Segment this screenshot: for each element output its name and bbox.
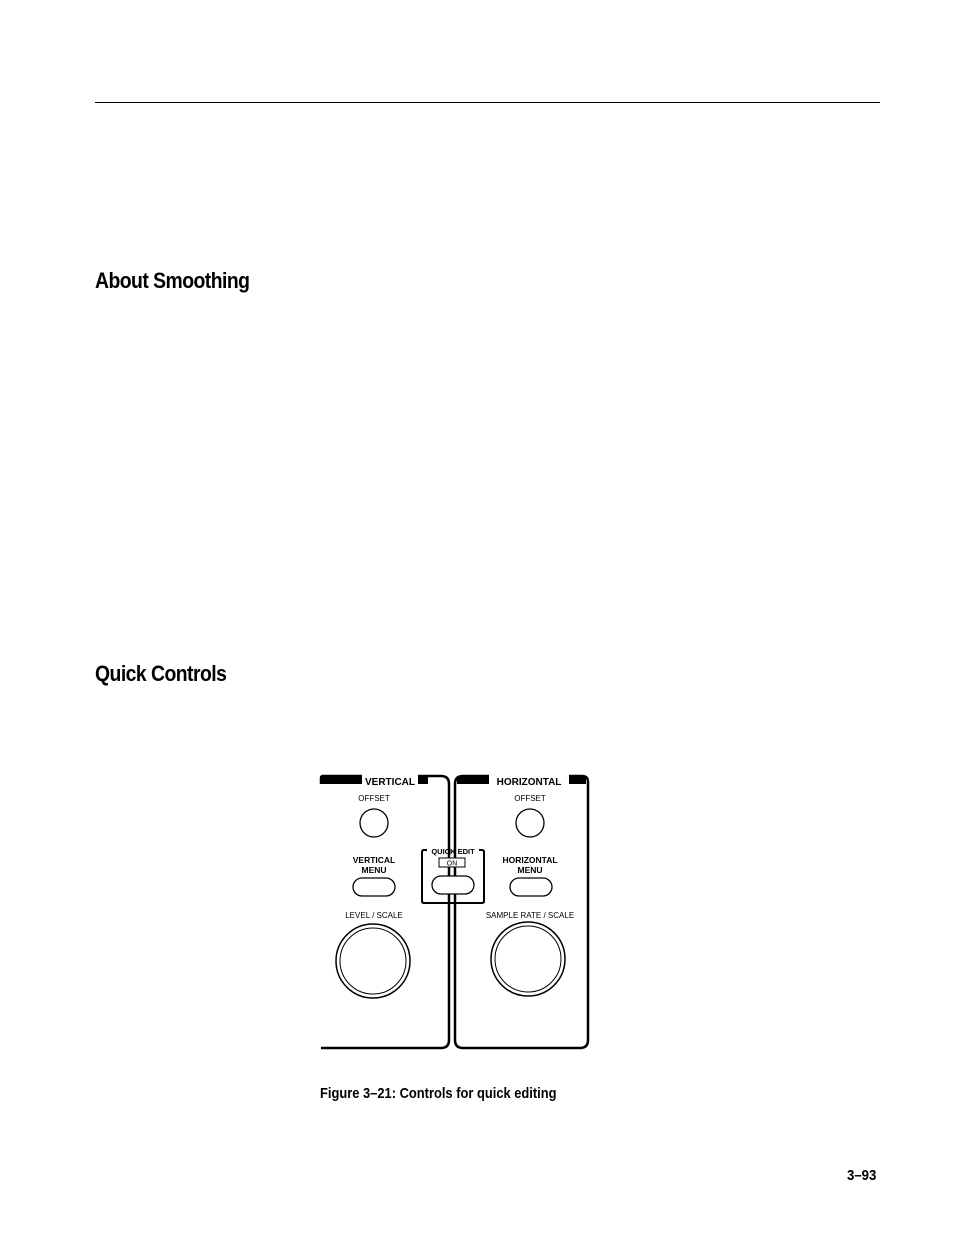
- horizontal-sample-rate-scale-knob-outer[interactable]: [491, 922, 565, 996]
- quick-edit-label: QUICK EDIT: [431, 847, 475, 856]
- vertical-menu-label-line2: MENU: [361, 865, 387, 875]
- horizontal-group-label: HORIZONTAL: [496, 777, 562, 788]
- horizontal-header-bar-left: [457, 776, 489, 784]
- horizontal-menu-button[interactable]: [510, 878, 552, 896]
- section-heading-quick-controls: Quick Controls: [95, 661, 227, 686]
- horizontal-menu-label-line1: HORIZONTAL: [502, 855, 558, 865]
- quick-edit-controls-figure: [316, 770, 596, 1056]
- horizontal-offset-knob[interactable]: [516, 809, 544, 837]
- vertical-menu-label-line1: VERTICAL: [352, 855, 396, 865]
- page-number: 3–93: [847, 1167, 877, 1184]
- section-heading-about-smoothing: About Smoothing: [95, 268, 250, 293]
- header-rule: [95, 102, 880, 103]
- vertical-group-label: VERTICAL: [365, 777, 415, 788]
- horizontal-header-bar-right: [569, 776, 586, 784]
- quick-edit-button[interactable]: [432, 876, 474, 894]
- quick-edit-on-text: ON: [446, 860, 458, 868]
- vertical-knob-label: LEVEL / SCALE: [345, 911, 403, 920]
- vertical-header-bar-right: [418, 776, 428, 784]
- vertical-header-bar: [322, 776, 362, 784]
- vertical-level-scale-knob-outer[interactable]: [336, 924, 410, 998]
- horizontal-offset-label: OFFSET: [514, 794, 546, 803]
- vertical-offset-knob[interactable]: [360, 809, 388, 837]
- figure-caption: Figure 3–21: Controls for quick editing: [320, 1085, 557, 1102]
- vertical-offset-label: OFFSET: [358, 794, 390, 803]
- horizontal-knob-label: SAMPLE RATE / SCALE: [485, 911, 575, 920]
- vertical-menu-button[interactable]: [353, 878, 395, 896]
- horizontal-menu-label-line2: MENU: [517, 865, 543, 875]
